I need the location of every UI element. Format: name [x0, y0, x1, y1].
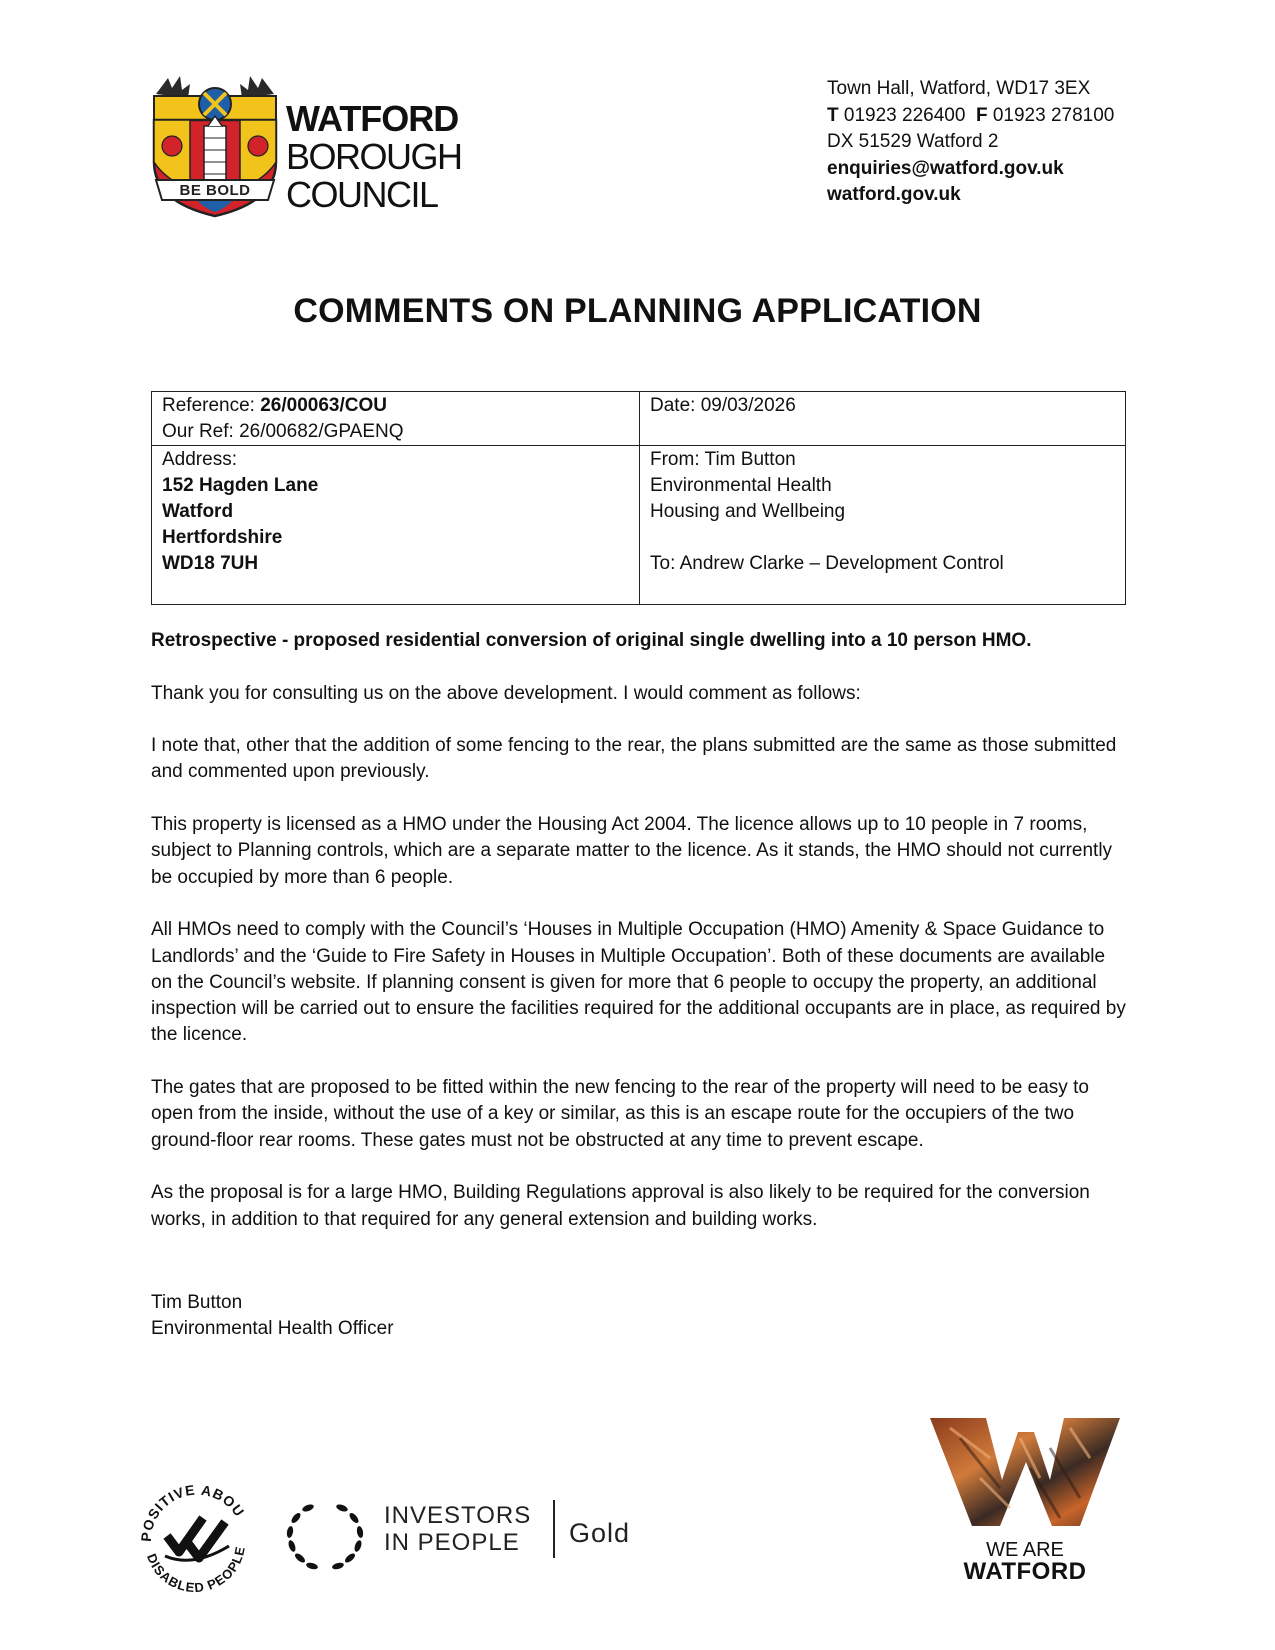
our-ref: Our Ref: 26/00682/GPAENQ — [162, 421, 404, 442]
council-name-line-1: WATFORD — [286, 98, 459, 139]
contact-phone-line — [827, 103, 1114, 130]
application-info-table — [151, 391, 1126, 605]
contact-address: Town Hall, Watford, WD17 3EX — [827, 78, 1091, 99]
laurel-wreath-icon — [282, 1498, 368, 1574]
council-name-line-3: COUNCIL — [286, 174, 438, 215]
iip-line-2: IN PEOPLE — [384, 1529, 520, 1556]
council-name — [286, 100, 462, 214]
disability-confident-logo — [133, 1472, 258, 1597]
tel-label: T — [827, 104, 839, 126]
body-paragraph: Thank you for consulting us on the above development. I would comment as follows: — [151, 682, 861, 704]
body-paragraph: I note that, other that the addition of some fencing to the rear, the plans submitted are the same as those submitted and commented upon previously. — [151, 735, 1117, 783]
table-row — [152, 446, 1126, 605]
motto-text: BE BOLD — [179, 182, 251, 199]
department-line: Environmental Health — [650, 475, 832, 496]
spacer — [650, 525, 1116, 551]
watford-line: WATFORD — [963, 1558, 1087, 1585]
reference-cell — [152, 392, 640, 446]
council-name-line-2: BOROUGH — [286, 136, 462, 177]
tel-number: 01923 226400 — [843, 104, 966, 126]
table-row — [152, 392, 1126, 446]
division-line: Housing and Wellbeing — [650, 501, 846, 522]
badge-top-text: POSITIVE ABOU — [137, 1481, 248, 1543]
date-cell — [640, 392, 1126, 446]
contact-dx: DX 51529 Watford 2 — [827, 131, 999, 152]
contact-website-link[interactable]: watford.gov.uk — [827, 184, 961, 205]
fax-label: F — [975, 104, 988, 126]
address-line: 152 Hagden Lane — [162, 475, 319, 496]
date-value: Date: 09/03/2026 — [650, 395, 796, 416]
we-are-line: WE ARE — [986, 1539, 1064, 1561]
address-label: Address: — [162, 449, 237, 470]
badge-bottom-text: DISABLED PEOPLE — [143, 1544, 248, 1596]
double-tick-icon — [165, 1518, 229, 1560]
from-line: From: Tim Button — [650, 449, 796, 470]
we-are-watford-text — [930, 1540, 1120, 1584]
reference-label: Reference: — [162, 395, 255, 416]
signature-block — [151, 1290, 394, 1342]
document-title: COMMENTS ON PLANNING APPLICATION — [293, 292, 982, 330]
signature-role: Environmental Health Officer — [151, 1318, 394, 1339]
reference-value: 26/00063/COU — [260, 395, 387, 416]
body-paragraph: As the proposal is for a large HMO, Building Regulations approval is also likely to be required for the conversion works, in addition to that required for any general extension and building works. — [151, 1182, 1090, 1230]
investors-in-people-logo — [384, 1502, 531, 1556]
fax-number: 01923 278100 — [992, 104, 1115, 126]
reference-line — [162, 393, 630, 419]
body-paragraph: The gates that are proposed to be fitted within the new fencing to the rear of the property will need to be easy to open from the inside, without the use of a key or similar, as this is an escape route for the occupiers of the two ground-floor rear rooms. These gates must not be obstructed at any time to prevent escape. — [151, 1077, 1089, 1151]
iip-line-1: INVESTORS — [384, 1502, 532, 1529]
body-paragraph: All HMOs need to comply with the Council’s ‘Houses in Multiple Occupation (HMO) Amenity & Space Guidance to Landlords’ and the ‘Guide to Fire Safety in Houses in Multiple Occupation’. Both of these documents are available on the Council’s website. If planning consent is given for more that 6 people to occupy the property, an additional inspection will be carried out to ensure the facilities required for the additional occupants are in place, as required by the licence. — [151, 919, 1126, 1046]
body-paragraph: This property is licensed as a HMO under the Housing Act 2004. The licence allows up to 10 people in 7 rooms, subject to Planning controls, which are a separate matter to the licence. As it stands, the HMO should not currently be occupied by more than 6 people. — [151, 814, 1113, 888]
iip-gold-level: Gold — [569, 1518, 631, 1548]
contact-email-link[interactable]: enquiries@watford.gov.uk — [827, 157, 1064, 179]
contact-details — [827, 76, 1114, 209]
council-crest-logo — [150, 74, 280, 220]
to-line: To: Andrew Clarke – Development Control — [650, 553, 1004, 574]
comments-body — [151, 628, 1131, 1259]
address-line: Hertfordshire — [162, 527, 283, 548]
iip-divider — [553, 1500, 555, 1558]
we-are-watford-w-icon — [930, 1418, 1120, 1528]
address-cell — [152, 446, 640, 605]
from-to-cell — [640, 446, 1126, 605]
proposal-heading: Retrospective - proposed residential conversion of original single dwelling into a 10 person HMO. — [151, 630, 1032, 651]
signature-name: Tim Button — [151, 1292, 243, 1313]
address-line: Watford — [162, 501, 234, 522]
address-line: WD18 7UH — [162, 553, 259, 574]
